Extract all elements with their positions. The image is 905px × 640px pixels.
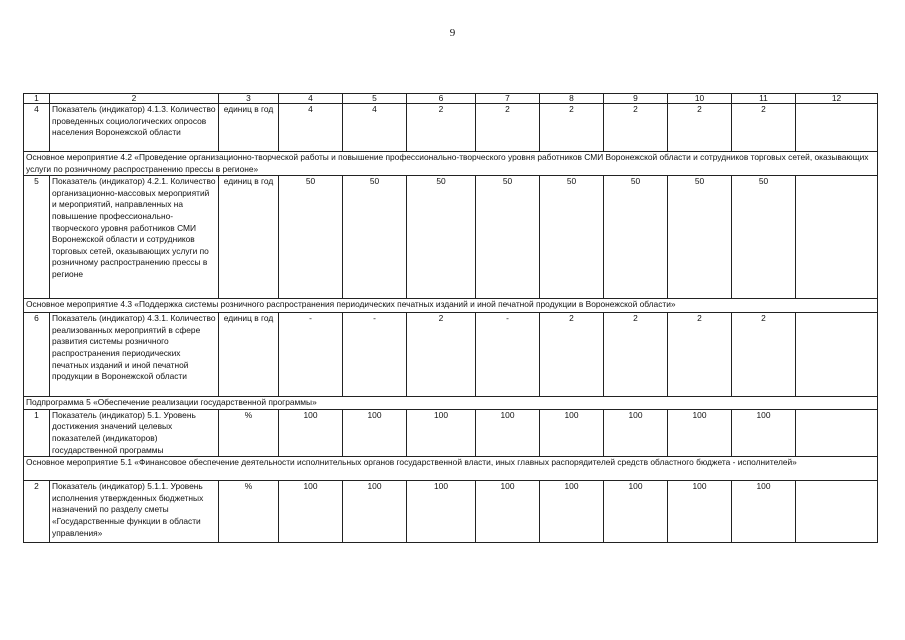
event-title: Подпрограмма 5 «Обеспечение реализации государственной программы» [24,397,878,410]
header-cell: 10 [668,94,732,104]
value-cell: 100 [279,409,343,456]
value-cell: 2 [604,104,668,152]
value-cell: 100 [407,409,476,456]
indicator-name: Показатель (индикатор) 4.2.1. Количество организационно-массовых мероприятий и мероприятий, направленных на повышение профессионально-творческого уровня работников СМИ Воронежской области и сотрудников торговых сетей, оказывающих услуги по розничному распространению прессы в регионе [50,176,219,299]
value-cell: - [343,313,407,397]
value-cell [796,313,878,397]
header-cell: 1 [24,94,50,104]
indicator-row [24,176,878,299]
value-cell [796,481,878,543]
value-cell: 50 [476,176,540,299]
value-cell: 50 [668,176,732,299]
value-cell: 100 [476,481,540,543]
row-number: 5 [24,176,50,299]
row-number: 1 [24,409,50,456]
value-cell: 50 [604,176,668,299]
value-cell: 100 [476,409,540,456]
indicator-row [24,104,878,152]
row-number: 4 [24,104,50,152]
value-cell [796,104,878,152]
indicators-table [23,93,878,543]
unit-cell: единиц в год [219,104,279,152]
row-number: 2 [24,481,50,543]
header-cell: 8 [540,94,604,104]
value-cell: 100 [732,409,796,456]
value-cell: 100 [668,409,732,456]
value-cell: 2 [732,313,796,397]
value-cell: 100 [604,481,668,543]
event-title: Основное мероприятие 4.3 «Поддержка системы розничного распространения периодических печатных изданий и иной печатной продукции в Воронежской области» [24,299,878,313]
value-cell: 100 [668,481,732,543]
value-cell: 2 [540,313,604,397]
value-cell: 100 [343,409,407,456]
value-cell: 4 [343,104,407,152]
value-cell: 2 [476,104,540,152]
event-row [24,457,878,481]
value-cell: 100 [407,481,476,543]
header-row [24,94,878,104]
event-row [24,397,878,410]
unit-cell: % [219,481,279,543]
value-cell: 2 [604,313,668,397]
header-cell: 7 [476,94,540,104]
value-cell: 2 [540,104,604,152]
header-cell: 2 [50,94,219,104]
unit-cell: единиц в год [219,176,279,299]
value-cell: - [279,313,343,397]
header-cell: 11 [732,94,796,104]
value-cell: 4 [279,104,343,152]
value-cell: 50 [540,176,604,299]
value-cell: 50 [407,176,476,299]
event-title: Основное мероприятие 4.2 «Проведение организационно-творческой работы и повышение профессионально-творческого уровня работников СМИ Воронежской области и сотрудников торговых сетей, оказывающих услуги по розничному распространению прессы в регионе» [24,152,878,176]
value-cell: 2 [732,104,796,152]
indicator-row [24,313,878,397]
page-number: 9 [449,27,456,39]
value-cell: 100 [540,409,604,456]
event-title: Основное мероприятие 5.1 «Финансовое обеспечение деятельности исполнительных органов государственной власти, иных главных распорядителей средств областного бюджета - исполнителей» [24,457,878,481]
event-row [24,152,878,176]
value-cell: 2 [407,104,476,152]
value-cell: 50 [279,176,343,299]
indicator-row [24,409,878,456]
value-cell: 100 [604,409,668,456]
header-cell: 5 [343,94,407,104]
indicator-row [24,481,878,543]
value-cell: 100 [732,481,796,543]
event-row [24,299,878,313]
value-cell: 2 [668,313,732,397]
value-cell: 2 [407,313,476,397]
value-cell [796,409,878,456]
indicator-name: Показатель (индикатор) 5.1. Уровень достижения значений целевых показателей (индикаторов) государственной программы [50,409,219,456]
value-cell: 100 [279,481,343,543]
unit-cell: % [219,409,279,456]
header-cell: 12 [796,94,878,104]
indicator-name: Показатель (индикатор) 5.1.1. Уровень исполнения утвержденных бюджетных назначений по разделу сметы «Государственные функции в области управления» [50,481,219,543]
value-cell: 50 [343,176,407,299]
header-cell: 6 [407,94,476,104]
value-cell [796,176,878,299]
value-cell: - [476,313,540,397]
indicator-name: Показатель (индикатор) 4.3.1. Количество реализованных мероприятий в сфере развития системы розничного распространения периодических печатных изданий и иной печатной продукции в Воронежской области [50,313,219,397]
indicator-name: Показатель (индикатор) 4.1.3. Количество проведенных социологических опросов населения Воронежской области [50,104,219,152]
value-cell: 100 [343,481,407,543]
unit-cell: единиц в год [219,313,279,397]
value-cell: 100 [540,481,604,543]
value-cell: 50 [732,176,796,299]
row-number: 6 [24,313,50,397]
header-cell: 4 [279,94,343,104]
header-cell: 9 [604,94,668,104]
value-cell: 2 [668,104,732,152]
header-cell: 3 [219,94,279,104]
